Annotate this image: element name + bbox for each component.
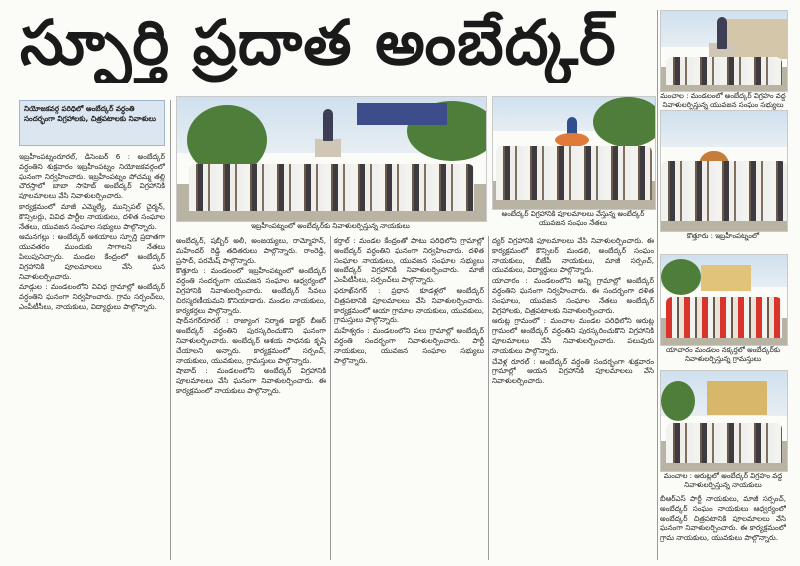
para: ద్యర్ విగ్రహానికి పూలమాలలు వేసి నివాళులర్పించారు. ఈ కార్యక్రమంలో కౌన్సిలర్ మండలి, అంబేద్కర్ సంఘం నాయకులు, బీజేపీ నాయకులు, మాజీ సర్పంచ్, యువకులు, విద్యార్థులు పాల్గొన్నారు.	[492, 236, 654, 275]
para: మహేశ్వరం : మండలంలోని పలు గ్రామాల్లో అంబేద్కర్ వర్ధంతి సందర్భంగా నివాళులర్పించారు. పార్టీ నాయకులు, యువజన సంఘాల సభ్యులు పాల్గొన్నారు.	[334, 326, 484, 365]
photo-manchala	[660, 10, 788, 92]
para: ఆమనగల్లు : అంబేద్కర్ ఆశయాలు స్ఫూర్తి ప్రదాతగా యువతరం ముందుకు సాగాలని నేతలు పిలుపునిచ్చారు. మండల కేంద్రంలో అంబేద్కర్ విగ్రహానికి పూలమాలలు వేసి ఘన నివాళులర్పించారు.	[19, 232, 165, 281]
article-column-3	[334, 236, 484, 560]
photo-kothur	[660, 110, 788, 232]
caption-right-4: మంచాల : ఆరుట్లలో అంబేద్కర్ విగ్రహం వద్ద నివాళులర్పిస్తున్న నాయకులు	[663, 472, 783, 489]
photo-yacharam	[660, 254, 788, 346]
para: బీఆర్ఎస్ పార్టీ నాయకులు, మాజీ సర్పంచ్, అంబేద్కర్ సంఘం నాయకులు ఆధ్వర్యంలో అంబేద్కర్ చిత్రపటానికి పూలమాలలు వేసి ఘనంగా నివాళులర్పించారు. ఈ కార్యక్రమంలో గ్రామ నాయకులు, యువకులు పాల్గొన్నారు.	[660, 494, 786, 543]
para: చేవెళ్ల రూరల్ : అంబేద్కర్ వర్ధంతి సందర్భంగా శుక్రవారం గ్రామాల్లో ఆయన విగ్రహానికి పూలమాలలు వేసి నివాళులర్పించారు.	[492, 356, 654, 386]
caption-right-1: మంచాల : మండలంలో అంబేద్కర్ విగ్రహం వద్ద నివాళులర్పిస్తున్న యువజన సంఘం సభ్యులు	[660, 92, 786, 109]
caption-center-right: అంబేద్కర్ విగ్రహానికి పూలమాలలు వేస్తున్న అంబేద్కర్ యువజన సంఘం నేతలు	[501, 210, 645, 227]
article-column-1	[19, 152, 165, 560]
headline: స్ఫూర్తి ప్రదాత అంబేద్కర్	[20, 6, 617, 79]
para: షాద్‌నగర్‌రూరల్ : రాజ్యాంగ నిర్మాత డాక్టర్ బీఆర్ అంబేద్కర్ వర్ధంతిని పురస్కరించుకొని ఘనంగా నివాళులర్పించారు. అంబేద్కర్ ఆశయ సాధనకు కృషి చేయాలని అన్నారు. కార్యక్రమంలో సర్పంచ్, నాయకులు, యువకులు, గ్రామస్తులు పాల్గొన్నారు.	[176, 316, 326, 365]
article-column-4	[492, 236, 654, 560]
para: కర్తాల్ : మండల కేంద్రంతో పాటు పరిధిలోని గ్రామాల్లో అంబేద్కర్ వర్ధంతిని ఘనంగా నిర్వహించారు. దళిత సంఘాల నాయకులు, యువజన సంఘాల సభ్యులు అంబేద్కర్ విగ్రహానికి నివాళులర్పించారు. మాజీ ఎంపీటీసీలు, సర్పంచ్‌లు పాల్గొన్నారు.	[334, 236, 484, 285]
para: ఆరుట్ల గ్రామంలో : మంచాల మండల పరిధిలోని ఆరుట్ల గ్రామంలో అంబేద్కర్ వర్ధంతిని పురస్కరించుకొని విగ్రహానికి పూలమాలలు వేసి నివాళులర్పించారు. పలువురు నాయకులు పాల్గొన్నారు.	[492, 316, 654, 355]
para: కార్యక్రమంలో మాజీ ఎమ్మెల్యే, మున్సిపల్ చైర్మన్, కౌన్సిలర్లు, వివిధ పార్టీల నాయకులు, దళిత సంఘాల నేతలు, యువజన సంఘాల సభ్యులు పాల్గొన్నారు.	[19, 201, 165, 231]
caption-center-left: ఇబ్రహీంపట్నంలో అంబేద్కర్‌కు నివాళులర్పిస్తున్న నాయకులు	[251, 222, 410, 230]
para: కొత్తూరు : మండలంలో ఇబ్రహీంపట్నంలో అంబేద్కర్ వర్ధంతి సందర్భంగా యువజన సంఘాల ఆధ్వర్యంలో విగ్రహానికి నివాళులర్పించారు. అంబేద్కర్ సేవలు చిరస్మరణీయమని కొనియాడారు. మండల నాయకులు, కార్యకర్తలు పాల్గొన్నారు.	[176, 266, 326, 315]
para: మాడ్గుల : మండలంలోని వివిధ గ్రామాల్లో అంబేద్కర్ వర్ధంతిని ఘనంగా నిర్వహించారు. గ్రామ సర్పంచ్‌లు, ఎంపీటీసీలు, నాయకులు, విద్యార్థులు పాల్గొన్నారు.	[19, 282, 165, 311]
photo-arutla	[660, 370, 788, 472]
photo-garlanding	[492, 96, 656, 210]
caption-right-3: యాచారం మండలం నక్కర్తలో అంబేద్కర్‌కు నివాళులర్పిస్తున్న గ్రామస్తులు	[665, 346, 781, 363]
para: ఫరూఖ్‌నగర్ : ప్రధాన కూడళ్లలో అంబేద్కర్ చిత్రపటానికి పూలమాలలు వేసి నివాళులర్పించారు. కార్యక్రమంలో ఆయా గ్రామాల నాయకులు, యువకులు, గ్రామస్తులు పాల్గొన్నారు.	[334, 285, 484, 325]
photo-ibrahimpatnam	[176, 96, 487, 222]
para: ఇబ్రహీంపట్నంరూరల్, డిసెంబర్ 6 : అంబేద్కర్ వర్ధంతిని శుక్రవారం ఇబ్రహీంపట్నం నియోజకవర్గంలో ఘనంగా నిర్వహించారు. ఇబ్రహీంపట్నం పోచమ్మ తల్లి చౌరస్తాలో బాబా సాహెబ్ అంబేద్కర్ విగ్రహానికి పూలమాలలు వేసి నివాళులర్పించారు.	[19, 152, 165, 201]
article-column-2	[176, 236, 326, 560]
article-column-5	[660, 494, 786, 560]
para: యాచారం : మండలంలోని అన్ని గ్రామాల్లో అంబేద్కర్ వర్ధంతిని ఘనంగా నిర్వహించారు. ఈ సందర్భంగా దళిత సంఘాలు, యువజన సంఘాల నేతలు అంబేద్కర్ విగ్రహాలకు, చిత్రపటాలకు నివాళులర్పించారు.	[492, 276, 654, 315]
para: అంబేద్కర్, షబ్బీర్ అలీ, అంజయ్యలు, రామ్మోహన్, మహేందర్ రెడ్డి తదితరులు పాల్గొన్నారు. రాంరెడ్డి, ప్రసాద్, పరమేష్ పాల్గొన్నారు.	[176, 236, 326, 265]
para: షాబాద్ : మండలంలోని అంబేద్కర్ విగ్రహానికి పూలమాలలు వేసి ఘనంగా నివాళులర్పించారు. ఈ కార్యక్రమంలో నాయకులు పాల్గొన్నారు.	[176, 366, 326, 395]
intro-box: నియోజకవర్గ పరిధిలో అంబేద్కర్ వర్ధంతి సందర్భంగా విగ్రహాలకు, చిత్రపటాలకు నివాళులు	[19, 100, 165, 146]
caption-right-2: కొత్తూరు : ఇబ్రహీంపట్నంలో	[686, 232, 760, 240]
